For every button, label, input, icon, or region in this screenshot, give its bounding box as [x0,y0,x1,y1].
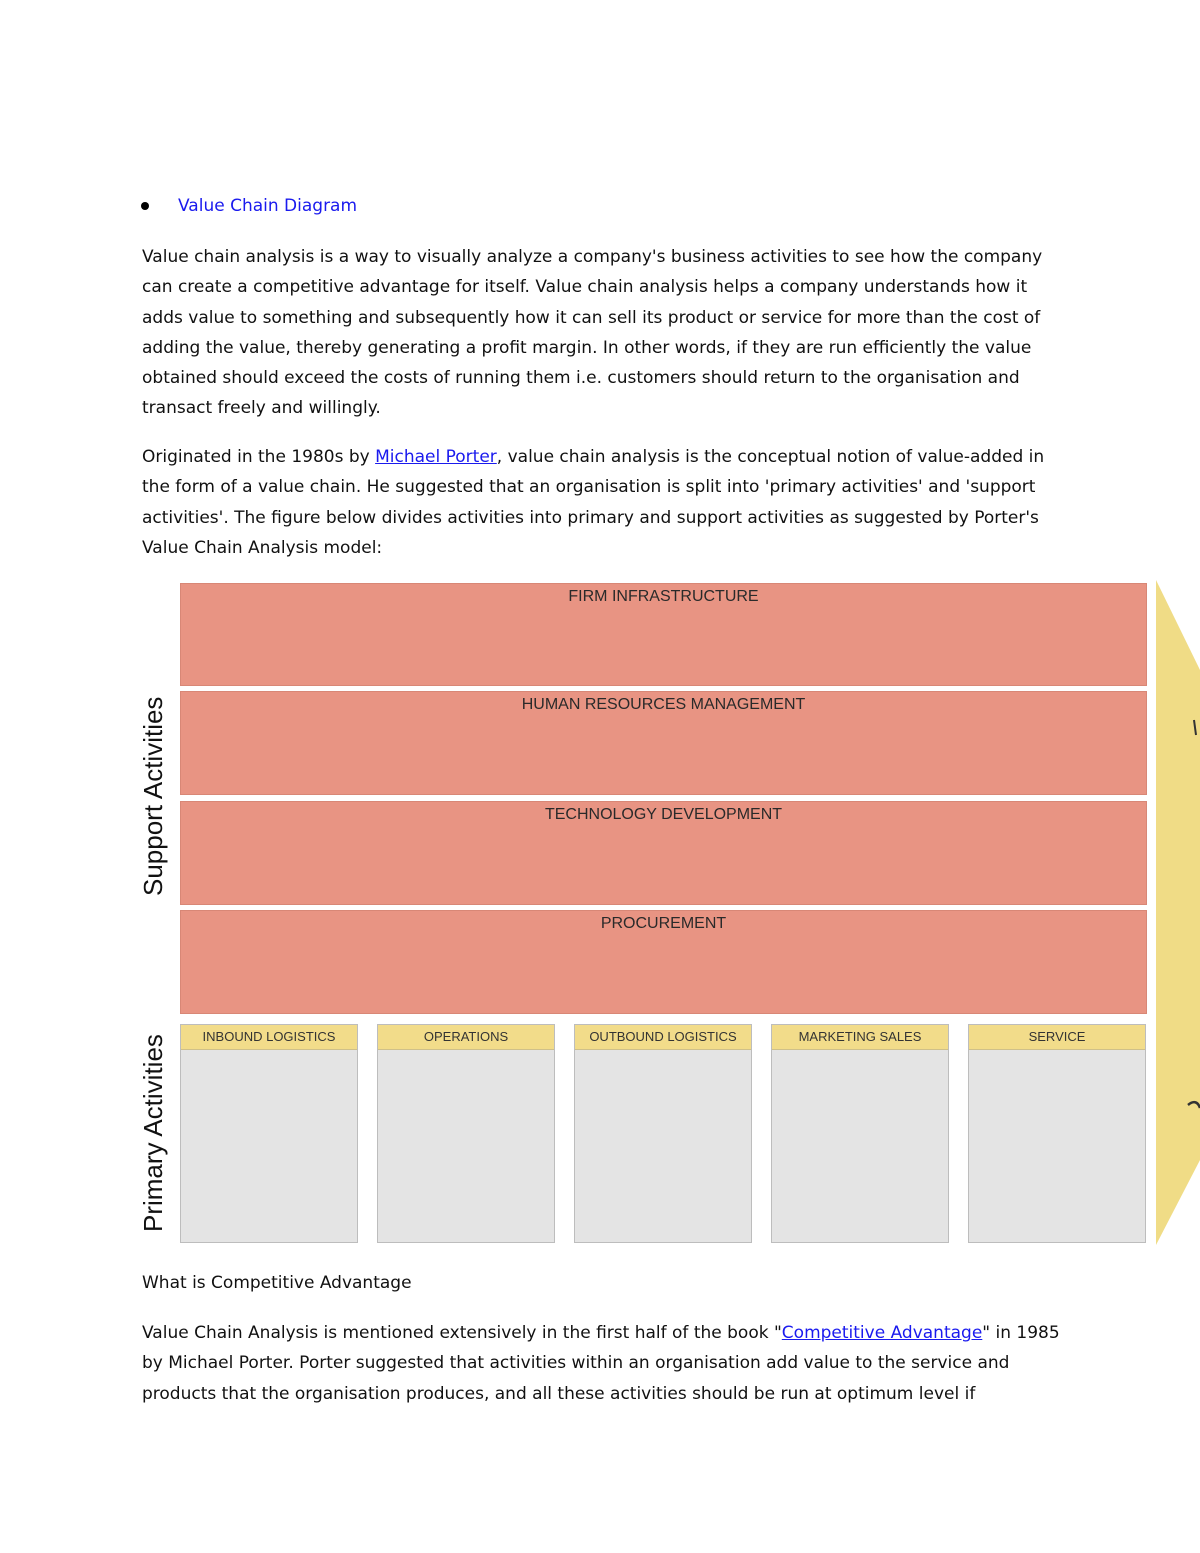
primary-head: OUTBOUND LOGISTICS [575,1025,751,1050]
value-chain-diagram-link[interactable]: Value Chain Diagram [178,196,358,216]
primary-head: SERVICE [969,1025,1145,1050]
support-human-resources: HUMAN RESOURCES MANAGEMENT [180,691,1147,795]
michael-porter-link[interactable]: Michael Porter [375,447,497,467]
bullet-item [141,192,357,220]
paragraph-origin-after: , value chain analysis is the conceptual notion of value-added in the form of a value chain. He suggested that an organisation is split into 'primary activities' and 'support activities'. The figure below divides activities into primary and support activities as suggested by Porter's Value Chain Analysis model: [142,447,1045,558]
paragraph-origin-before: Originated in the 1980s by [142,447,376,467]
support-procurement: PROCUREMENT [180,910,1147,1014]
competitive-advantage-link[interactable]: Competitive Advantage [781,1323,983,1343]
support-activities-label: Support Activities [138,696,168,896]
paragraph-intro: Value chain analysis is a way to visually analyze a company's business activities to see how the company can create a competitive advantage for itself. Value chain analysis helps a company understands how it adds value to something and subsequently how it can sell its product or service for more than the cost of adding the value, thereby generating a profit margin. In other words, if they are run efficiently the value obtained should exceed the costs of running them i.e. customers should return to the organisation and transact freely and willingly. [142,247,1043,419]
paragraph-ca-after: " in 1985 by Michael Porter. Porter suggested that activities within an organisation add value to the service and products that the organisation produces, and all these activities should be run at optimum level if [142,1323,1060,1404]
bullet-icon [141,202,149,210]
margin-arrow [1156,580,1200,1250]
value-chain-diagram [138,580,1200,1250]
heading-competitive-advantage: What is Competitive Advantage [142,1273,412,1293]
primary-head: OPERATIONS [378,1025,554,1050]
paragraph-competitive-advantage [142,1318,1072,1409]
primary-head: INBOUND LOGISTICS [181,1025,357,1050]
primary-activities-label: Primary Activities [138,1034,168,1232]
primary-inbound-logistics [180,1024,358,1243]
primary-operations [377,1024,555,1243]
support-firm-infrastructure: FIRM INFRASTRUCTURE [180,583,1147,686]
primary-marketing-sales [771,1024,949,1243]
margin-arrow-shape [1156,580,1200,1245]
paragraph-origin [142,442,1072,563]
support-technology-development: TECHNOLOGY DEVELOPMENT [180,801,1147,905]
primary-outbound-logistics [574,1024,752,1243]
primary-head: MARKETING SALES [772,1025,948,1050]
paragraph-ca-before: Value Chain Analysis is mentioned extensively in the first half of the book " [142,1323,782,1343]
primary-service [968,1024,1146,1243]
